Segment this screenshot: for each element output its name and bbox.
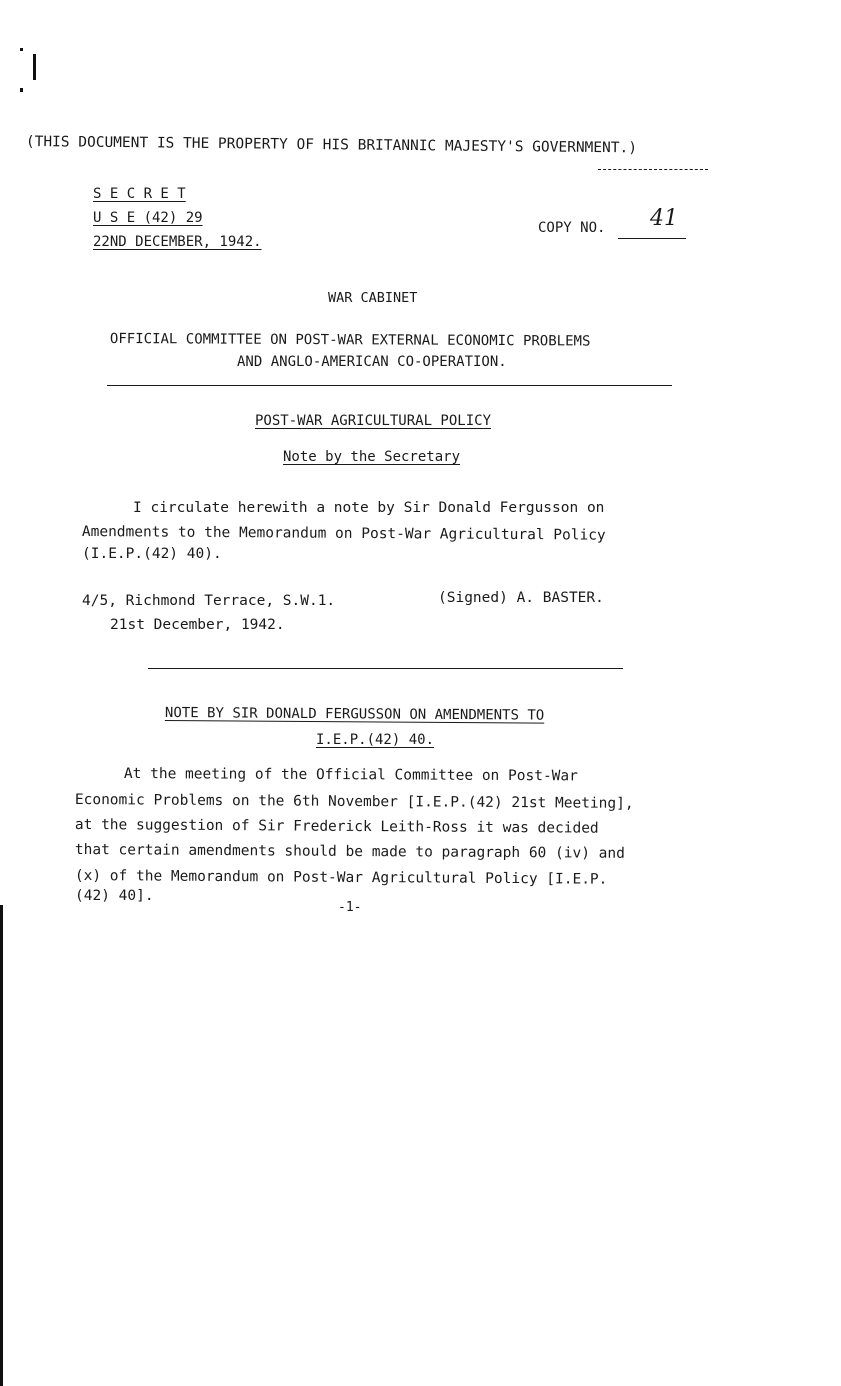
sender-address: 4/5, Richmond Terrace, S.W.1.	[82, 593, 336, 609]
note-body-line: At the meeting of the Official Committee on Post-War	[123, 765, 578, 785]
punch-mark	[33, 54, 36, 80]
note-body-line: (x) of the Memorandum on Post-War Agricultural Policy [I.E.P.	[74, 867, 608, 888]
note-body-line: at the suggestion of Sir Frederick Leith-Ross it was decided	[74, 816, 599, 837]
punch-mark	[20, 48, 23, 51]
section-divider	[148, 668, 623, 669]
document-date: 22ND DECEMBER, 1942.	[93, 234, 262, 250]
committee-heading-line2: AND ANGLO-AMERICAN CO-OPERATION.	[237, 354, 507, 370]
committee-heading-line1: OFFICIAL COMMITTEE ON POST-WAR EXTERNAL ECONOMIC PROBLEMS	[109, 331, 591, 350]
copy-number-line	[618, 238, 686, 239]
ownership-underline	[598, 169, 708, 170]
sign-date: 21st December, 1942.	[110, 617, 285, 633]
note-body-line: Economic Problems on the 6th November [I.E.P.(42) 21st Meeting],	[74, 791, 634, 812]
cover-note-title: POST-WAR AGRICULTURAL POLICY	[255, 413, 492, 429]
note-body-line: that certain amendments should be made to paragraph 60 (iv) and	[74, 841, 625, 862]
cover-note-line: (I.E.P.(42) 40).	[82, 546, 222, 562]
classification: S E C R E T	[93, 186, 186, 202]
cabinet-heading: WAR CABINET	[328, 290, 418, 306]
note-title-line2: I.E.P.(42) 40.	[316, 732, 435, 748]
copy-label: COPY NO.	[538, 220, 606, 236]
note-title-line1: NOTE BY SIR DONALD FERGUSSON ON AMENDMENTS TO	[164, 705, 545, 724]
punch-mark	[20, 88, 23, 92]
document-code: U S E (42) 29	[93, 210, 203, 226]
copy-number: 41	[650, 206, 678, 231]
signature: (Signed) A. BASTER.	[438, 590, 604, 606]
cover-note-line: Amendments to the Memorandum on Post-War Agricultural Policy	[81, 523, 606, 544]
note-body-line: (42) 40].	[75, 888, 154, 904]
ownership-notice: (THIS DOCUMENT IS THE PROPERTY OF HIS BRITANNIC MAJESTY'S GOVERNMENT.)	[25, 134, 638, 157]
cover-note-subtitle: Note by the Secretary	[283, 449, 461, 465]
page-number: -1-	[338, 900, 362, 915]
heading-divider	[107, 385, 672, 386]
scan-edge	[0, 905, 3, 1386]
cover-note-line: I circulate herewith a note by Sir Donald Fergusson on	[133, 500, 605, 516]
